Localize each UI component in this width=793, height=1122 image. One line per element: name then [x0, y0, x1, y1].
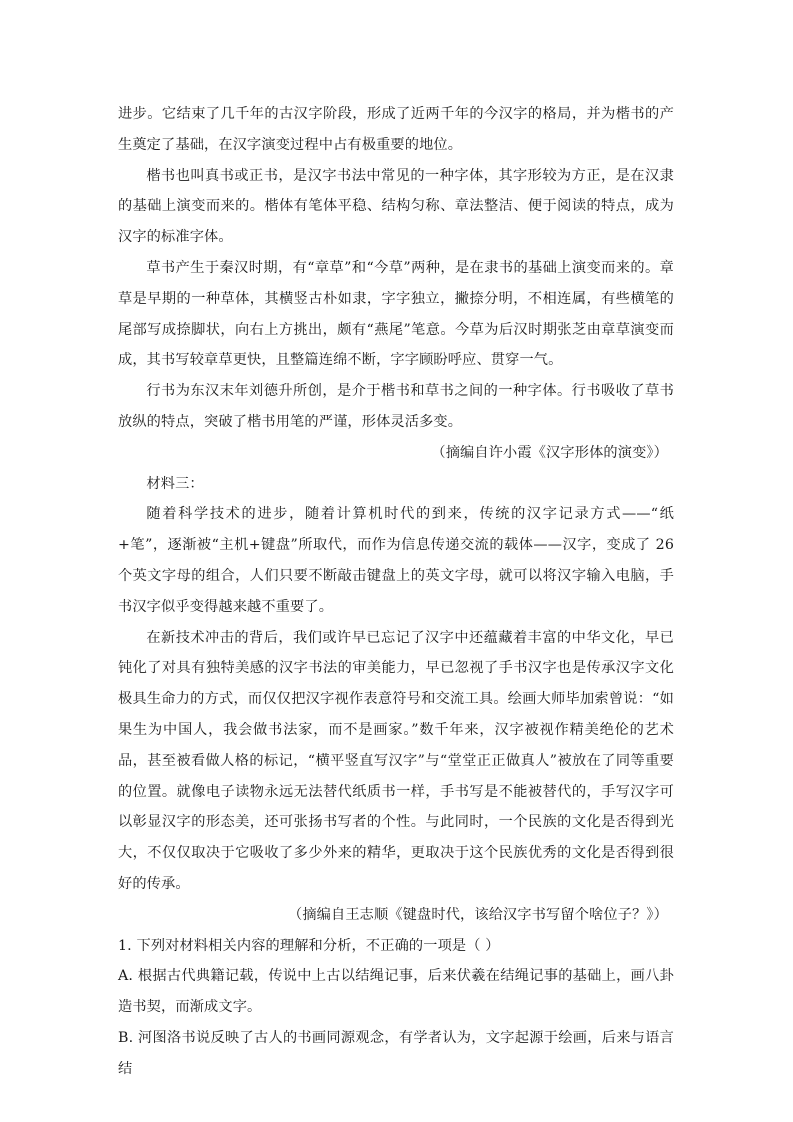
- paragraph-caoshu: 草书产生于秦汉时期，有“章草”和“今草”两种，是在隶书的基础上演变而来的。章草是早期的一种草体，其横竖古朴如隶，字字独立，撇捺分明，不相连属，有些横笔的尾部写成捺脚状，向右上方挑出，颇有“燕尾”笔意。今草为后汉时期张芝由章草演变而成，其书写较章草更快，且整篇连绵不断，字字顾盼呼应、贯穿一气。: [118, 259, 674, 369]
- source-citation-material3: （摘编自王志顺《键盘时代，该给汉字书写留个啥位子？》）: [287, 906, 668, 923]
- document-page: [118, 99, 674, 1085]
- question-1-stem: 1. 下列对材料相关内容的理解和分析，不正确的一项是（ ）: [118, 937, 500, 954]
- material3-heading: 材料三：: [146, 475, 204, 492]
- paragraph-material3-2: 在新技术冲击的背后，我们或许早已忘记了汉字中还蕴藏着丰富的中华文化，早已钝化了对具有独特美感的汉字书法的审美能力，早已忽视了手书汉字也是传承汉字文化极具生命力的方式，而仅仅把汉字视作表意符号和交流工具。绘画大师毕加索曾说：“如果生为中国人，我会做书法家，而不是画家。”数千年来，汉字被视作精美绝伦的艺术品，甚至被看做人格的标记，“横平竖直写汉字”与“堂堂正正做真人”被放在了同等重要的位置。就像电子读物永远无法替代纸质书一样，手书写是不能被替代的，手写汉字可以彰显汉字的形态美，还可张扬书写者的个性。与此同时，一个民族的文化是否得到光大，不仅仅取决于它吸收了多少外来的精华，更取决于这个民族优秀的文化是否得到很好的传承。: [118, 629, 674, 892]
- source-citation-material2: （摘编自许小霞《汉字形体的演变》）: [431, 444, 668, 461]
- question-1-option-b: B. 河图洛书说反映了古人的书画同源观念，有学者认为，文字起源于绘画，后来与语言结: [118, 1029, 674, 1077]
- paragraph-material3-1: 随着科学技术的进步，随着计算机时代的到来，传统的汉字记录方式——“纸+笔”，逐渐被“主机+键盘”所取代，而作为信息传递交流的载体——汉字，变成了 26 个英文字母的组合，人们只要不断敲击键盘上的英文字母，就可以将汉字输入电脑，手书汉字似乎变得越来越不重要了。: [118, 506, 674, 615]
- paragraph-kaishu: 楷书也叫真书或正书，是汉字书法中常见的一种字体，其字形较为方正，是在汉隶的基础上演变而来的。楷体有笔体平稳、结构匀称、章法整洁、便于阅读的特点，成为汉字的标准字体。: [118, 167, 674, 246]
- question-1-option-a: A. 根据古代典籍记载，传说中上古以结绳记事，后来伏羲在结绳记事的基础上，画八卦造书契，而渐成文字。: [118, 968, 674, 1016]
- paragraph-lishu-continued: 进步。它结束了几千年的古汉字阶段，形成了近两千年的今汉字的格局，并为楷书的产生奠定了基础，在汉字演变过程中占有极重要的地位。: [118, 106, 674, 153]
- paragraph-xingshu: 行书为东汉末年刘德升所创，是介于楷书和草书之间的一种字体。行书吸收了草书放纵的特点，突破了楷书用笔的严谨，形体灵活多变。: [118, 383, 674, 430]
